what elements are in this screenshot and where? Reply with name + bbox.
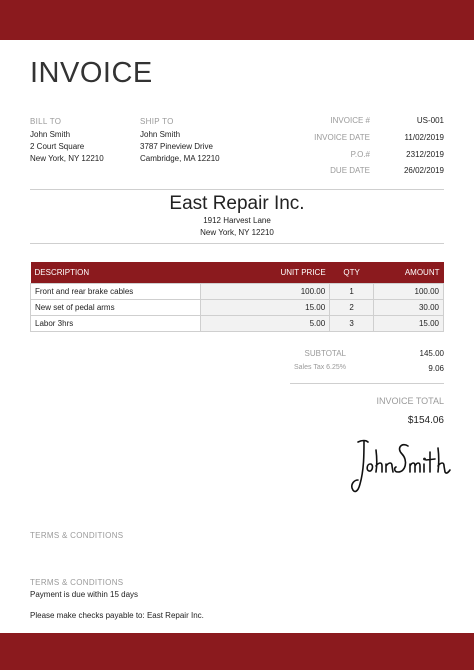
company-address2: New York, NY 12210	[200, 228, 274, 237]
invoice-number-label: INVOICE #	[330, 116, 370, 125]
ship-to-address1: 3787 Pineview Drive	[140, 142, 213, 151]
table-header-row	[31, 262, 444, 283]
row-unit-price: 15.00	[200, 299, 330, 315]
row-unit-price: 5.00	[200, 315, 330, 331]
table-row	[31, 315, 444, 331]
row-amount: 15.00	[374, 315, 444, 331]
terms-heading-first: TERMS & CONDITIONS	[30, 531, 124, 540]
bill-to-label: BILL TO	[30, 117, 62, 126]
footer-band	[0, 633, 474, 670]
bill-to-address1: 2 Court Square	[30, 142, 85, 151]
terms-payable-to: Please make checks payable to: East Repair Inc.	[30, 611, 204, 620]
divider-company	[30, 243, 444, 244]
ship-to-address2: Cambridge, MA 12210	[140, 154, 220, 163]
table-row	[31, 299, 444, 315]
invoice-total-value: $154.06	[407, 415, 444, 426]
row-unit-price: 100.00	[200, 283, 330, 299]
row-amount: 100.00	[374, 283, 444, 299]
ship-to-name: John Smith	[140, 130, 181, 139]
invoice-number-value: US-001	[416, 116, 444, 125]
subtotal-value: 145.00	[419, 349, 444, 358]
due-date-label: DUE DATE	[330, 166, 370, 175]
bill-to-name: John Smith	[30, 130, 71, 139]
sales-tax-value: 9.06	[428, 364, 444, 373]
due-date-value: 26/02/2019	[403, 166, 444, 175]
header-band	[0, 0, 474, 40]
invoice-date-label: INVOICE DATE	[314, 133, 370, 142]
row-description: Labor 3hrs	[31, 315, 201, 331]
po-number-value: 2312/2019	[406, 150, 444, 159]
terms-heading-second: TERMS & CONDITIONS	[30, 578, 124, 587]
row-qty: 1	[330, 283, 374, 299]
header-qty: QTY	[330, 262, 374, 283]
terms-payment-due: Payment is due within 15 days	[30, 590, 139, 599]
line-items-table	[30, 262, 444, 332]
handwritten-signature	[342, 430, 454, 502]
table-row	[31, 283, 444, 299]
po-number-label: P.O.#	[350, 150, 370, 159]
header-description: DESCRIPTION	[31, 262, 201, 283]
divider-top	[30, 189, 444, 190]
invoice-total-label: INVOICE TOTAL	[376, 396, 444, 406]
invoice-date-value: 11/02/2019	[404, 133, 444, 142]
divider-totals	[290, 383, 444, 384]
row-amount: 30.00	[374, 299, 444, 315]
company-address1: 1912 Harvest Lane	[203, 216, 271, 225]
row-description: Front and rear brake cables	[31, 283, 201, 299]
company-name: East Repair Inc.	[169, 193, 305, 214]
row-description: New set of pedal arms	[31, 299, 201, 315]
ship-to-label: SHIP TO	[140, 117, 174, 126]
header-unit-price: UNIT PRICE	[200, 262, 330, 283]
row-qty: 2	[330, 299, 374, 315]
subtotal-label: SUBTOTAL	[304, 349, 346, 358]
header-amount: AMOUNT	[374, 262, 444, 283]
invoice-title: INVOICE	[30, 57, 153, 89]
bill-to-address2: New York, NY 12210	[30, 154, 104, 163]
row-qty: 3	[330, 315, 374, 331]
sales-tax-label: Sales Tax 6.25%	[293, 364, 346, 371]
